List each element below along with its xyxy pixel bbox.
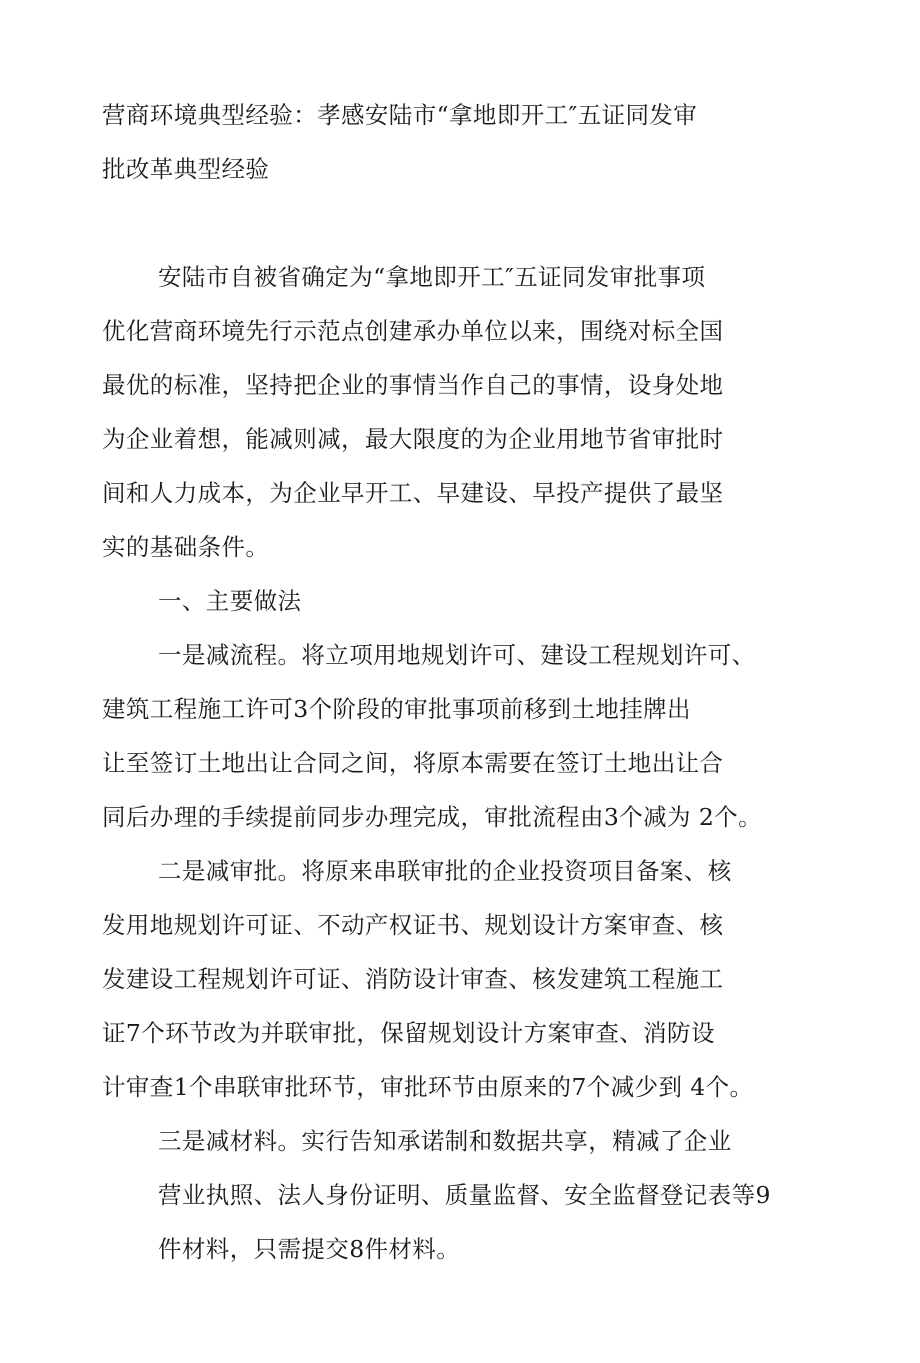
para1-line-2: 建筑工程施工许可3个阶段的审批事项前移到土地挂牌出 — [102, 695, 691, 723]
para2-line-1: 二是减审批。将原来串联审批的企业投资项目备案、核 — [158, 857, 732, 885]
para2-line-3: 发建设工程规划许可证、消防设计审查、核发建筑工程施工 — [102, 965, 724, 993]
intro-line-6: 实的基础条件。 — [102, 533, 270, 561]
para1-line-3: 让至签订土地出让合同之间，将原本需要在签订土地出让合 — [102, 749, 724, 777]
para2-line-5: 计审查1个串联审批环节，审批环节由原来的7个减少到 4个。 — [102, 1073, 754, 1101]
title-line-1: 营商环境典型经验：孝感安陆市“拿地即开工″五证同发审 — [102, 101, 698, 129]
intro-line-3: 最优的标准，坚持把企业的事情当作自己的事情，设身处地 — [102, 371, 724, 399]
intro-line-4: 为企业着想，能减则减，最大限度的为企业用地节省审批时 — [102, 425, 724, 453]
intro-line-1: 安陆市自被省确定为“拿地即开工″五证同发审批事项 — [158, 263, 706, 291]
para2-line-2: 发用地规划许可证、不动产权证书、规划设计方案审查、核 — [102, 911, 724, 939]
para1-line-4: 同后办理的手续提前同步办理完成，审批流程由3个减为 2个。 — [102, 803, 762, 831]
intro-line-5: 间和人力成本，为企业早开工、早建设、早投产提供了最坚 — [102, 479, 724, 507]
para2-line-4: 证7个环节改为并联审批，保留规划设计方案审查、消防设 — [102, 1019, 715, 1047]
para3-line-2: 营业执照、法人身份证明、质量监督、安全监督登记表等9 — [158, 1181, 771, 1209]
para3-line-3: 件材料，只需提交8件材料。 — [158, 1235, 461, 1263]
para3-line-1: 三是减材料。实行告知承诺制和数据共享，精减了企业 — [158, 1127, 732, 1155]
para1-line-1: 一是减流程。将立项用地规划许可、建设工程规划许可、 — [158, 641, 756, 669]
title-line-2: 批改革典型经验 — [102, 155, 270, 183]
section-heading: 一、主要做法 — [158, 587, 302, 615]
intro-line-2: 优化营商环境先行示范点创建承办单位以来，围绕对标全国 — [102, 317, 724, 345]
